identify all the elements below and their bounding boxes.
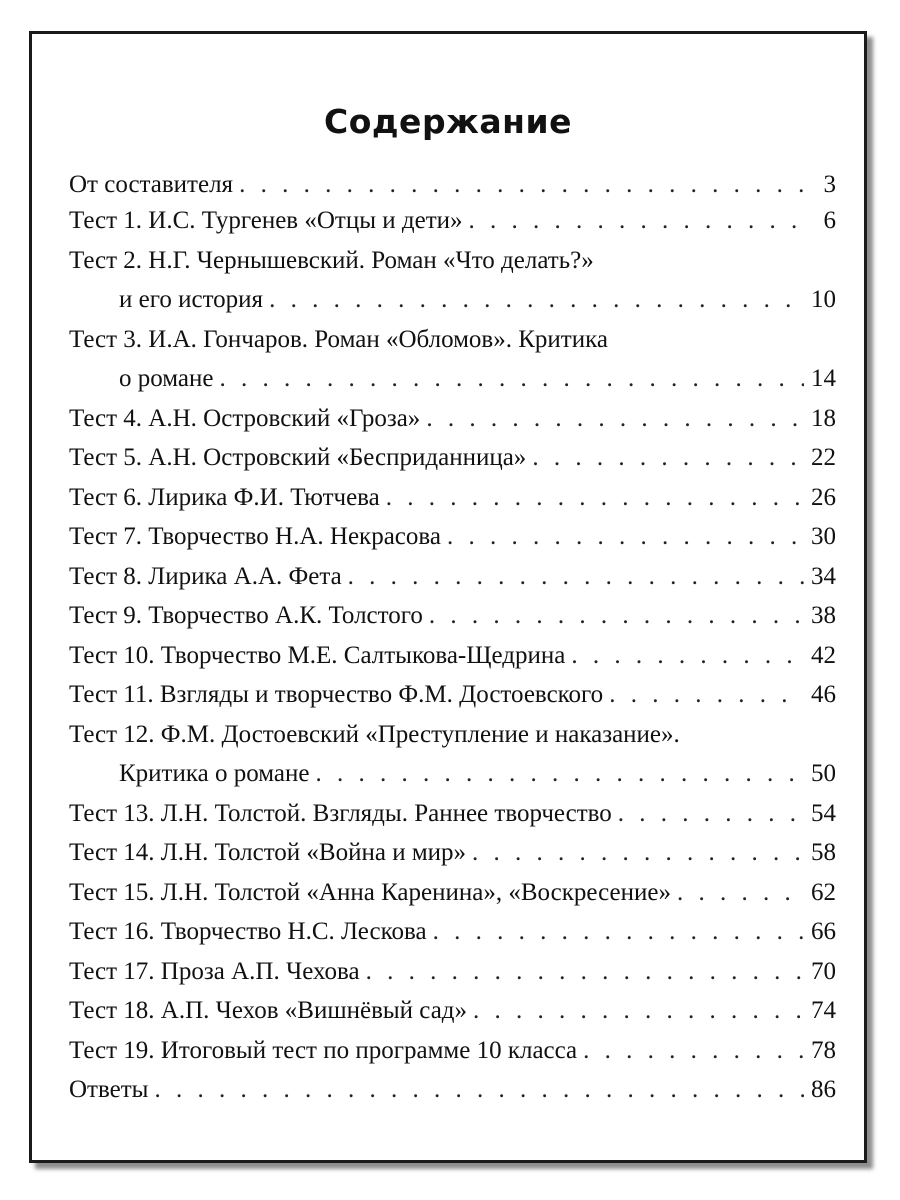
dot-leader <box>269 280 804 320</box>
toc-page-number: 54 <box>811 799 836 827</box>
dot-leader <box>677 873 804 913</box>
toc-entry-title: Ответы <box>69 1076 149 1103</box>
dot-leader <box>426 399 804 439</box>
toc-entry-line <box>69 438 836 478</box>
toc-page-number: 34 <box>811 562 836 590</box>
toc-entry <box>69 1070 836 1110</box>
dot-leader <box>473 991 804 1031</box>
toc-entry-title: Тест 7. Творчество Н.А. Некрасова <box>69 523 441 550</box>
toc-page-number: 6 <box>823 207 836 234</box>
toc-entry-line <box>69 715 836 755</box>
toc-entry-title: Тест 10. Творчество М.Е. Салтыкова-Щедрина <box>69 641 566 669</box>
toc-page-number: 18 <box>811 404 836 432</box>
dot-leader <box>348 557 804 597</box>
dot-leader <box>366 952 804 992</box>
dot-leader <box>239 169 804 201</box>
toc-entry <box>69 636 836 676</box>
toc-entry-line <box>69 320 836 360</box>
dot-leader <box>469 201 804 241</box>
toc-entry <box>69 952 836 992</box>
toc-page-number: 50 <box>811 760 836 787</box>
toc-page-number: 86 <box>811 1076 836 1103</box>
toc-page-number: 62 <box>811 878 836 906</box>
toc-page-number: 14 <box>811 365 836 392</box>
toc-entry-line <box>69 952 836 992</box>
toc-entry-line <box>69 399 836 439</box>
toc-entry-continuation <box>69 359 836 399</box>
toc-entry <box>69 517 836 557</box>
toc-entry-line <box>69 991 836 1031</box>
toc-entry-title: Тест 4. А.Н. Островский «Гроза» <box>69 404 421 432</box>
toc-entry-line <box>69 833 836 873</box>
toc-entry-line <box>69 675 836 715</box>
toc-page-number: 30 <box>811 523 836 550</box>
toc-entry-line <box>69 596 836 636</box>
dot-leader <box>429 596 804 636</box>
toc-entry-title: Тест 1. И.С. Тургенев «Отцы и дети» <box>69 207 463 234</box>
toc-entry-title: о романе <box>119 365 214 392</box>
toc-entry <box>69 201 836 241</box>
toc-entry-title: Тест 14. Л.Н. Толстой «Война и мир» <box>69 839 467 866</box>
toc-page-number: 74 <box>811 997 836 1024</box>
toc-entry-title: Тест 3. И.А. Гончаров. Роман «Обломов». Критика <box>69 325 608 353</box>
toc-entry-line <box>69 557 836 597</box>
toc-page-number: 26 <box>811 483 836 511</box>
dot-leader <box>472 833 804 873</box>
toc-entry <box>69 833 836 873</box>
dot-leader <box>571 636 804 676</box>
toc-entry-title: Тест 12. Ф.М. Достоевский «Преступление и наказание». <box>69 720 680 748</box>
toc-entry-line <box>69 794 836 834</box>
toc-entry-line <box>69 1070 836 1110</box>
toc-entry-title: Тест 18. А.П. Чехов «Вишнёвый сад» <box>69 997 468 1024</box>
dot-leader <box>583 1031 804 1071</box>
toc-entry <box>69 399 836 439</box>
toc-entry-line <box>69 169 836 201</box>
toc-entry-title: Тест 17. Проза А.П. Чехова <box>69 957 360 985</box>
dot-leader <box>433 912 804 952</box>
toc-entry-title: Тест 15. Л.Н. Толстой «Анна Каренина», «Воскресение» <box>69 878 671 906</box>
toc-entry <box>69 794 836 834</box>
toc-entry-title: Тест 6. Лирика Ф.И. Тютчева <box>69 483 380 511</box>
toc-entry-title: Тест 13. Л.Н. Толстой. Взгляды. Раннее творчество <box>69 799 612 827</box>
toc-page-number: 38 <box>811 602 836 629</box>
toc-entry <box>69 873 836 913</box>
toc-page-number: 42 <box>811 641 836 669</box>
dot-leader <box>447 517 804 557</box>
dot-leader <box>532 438 804 478</box>
toc-entry <box>69 675 836 715</box>
toc-entry <box>69 991 836 1031</box>
toc-entry <box>69 169 836 201</box>
toc-page-number: 46 <box>811 681 836 708</box>
toc-entry-title: Тест 11. Взгляды и творчество Ф.М. Достоевского <box>69 681 604 708</box>
toc-entry <box>69 241 836 320</box>
toc-entry-title: и его история <box>119 286 264 313</box>
toc-entry <box>69 557 836 597</box>
toc-entry-line <box>69 241 836 281</box>
dot-leader <box>386 478 804 518</box>
dot-leader <box>154 1070 804 1110</box>
toc-entry <box>69 596 836 636</box>
toc-page-number: 70 <box>811 957 836 985</box>
toc-entry <box>69 320 836 399</box>
dot-leader <box>220 359 805 399</box>
dot-leader <box>618 794 804 834</box>
toc-entry-title: Тест 5. А.Н. Островский «Бесприданница» <box>69 444 527 471</box>
toc-entry <box>69 715 836 794</box>
toc-entry-title: Тест 8. Лирика А.А. Фета <box>69 562 342 590</box>
toc-entry-title: Тест 9. Творчество А.К. Толстого <box>69 602 423 629</box>
toc-entry <box>69 1031 836 1071</box>
toc-entry <box>69 438 836 478</box>
toc-entry-title: Тест 16. Творчество Н.С. Лескова <box>69 918 427 945</box>
toc-entry-line <box>69 873 836 913</box>
toc-entry <box>69 912 836 952</box>
table-of-contents <box>69 169 836 1110</box>
dot-leader <box>609 675 804 715</box>
toc-page-number: 10 <box>811 286 836 313</box>
toc-entry-title: Тест 2. Н.Г. Чернышевский. Роман «Что делать?» <box>69 246 594 274</box>
toc-page-number: 78 <box>811 1036 836 1064</box>
page-title: Содержание <box>324 102 572 141</box>
toc-entry-line <box>69 1031 836 1071</box>
toc-entry-title: От составителя <box>69 171 234 198</box>
toc-page-number: 3 <box>823 171 836 198</box>
toc-entry-line <box>69 478 836 518</box>
toc-entry <box>69 478 836 518</box>
toc-entry-continuation <box>69 754 836 794</box>
toc-entry-line <box>69 636 836 676</box>
page-sheet <box>29 31 867 1163</box>
dot-leader <box>315 754 804 794</box>
toc-page-number: 58 <box>811 839 836 866</box>
toc-page-number: 22 <box>811 444 836 471</box>
toc-page-number: 66 <box>811 918 836 945</box>
toc-entry-line <box>69 517 836 557</box>
toc-entry-continuation <box>69 280 836 320</box>
toc-entry-title: Критика о романе <box>119 760 310 787</box>
toc-entry-line <box>69 201 836 241</box>
toc-entry-title: Тест 19. Итоговый тест по программе 10 класса <box>69 1036 578 1064</box>
toc-entry-line <box>69 912 836 952</box>
